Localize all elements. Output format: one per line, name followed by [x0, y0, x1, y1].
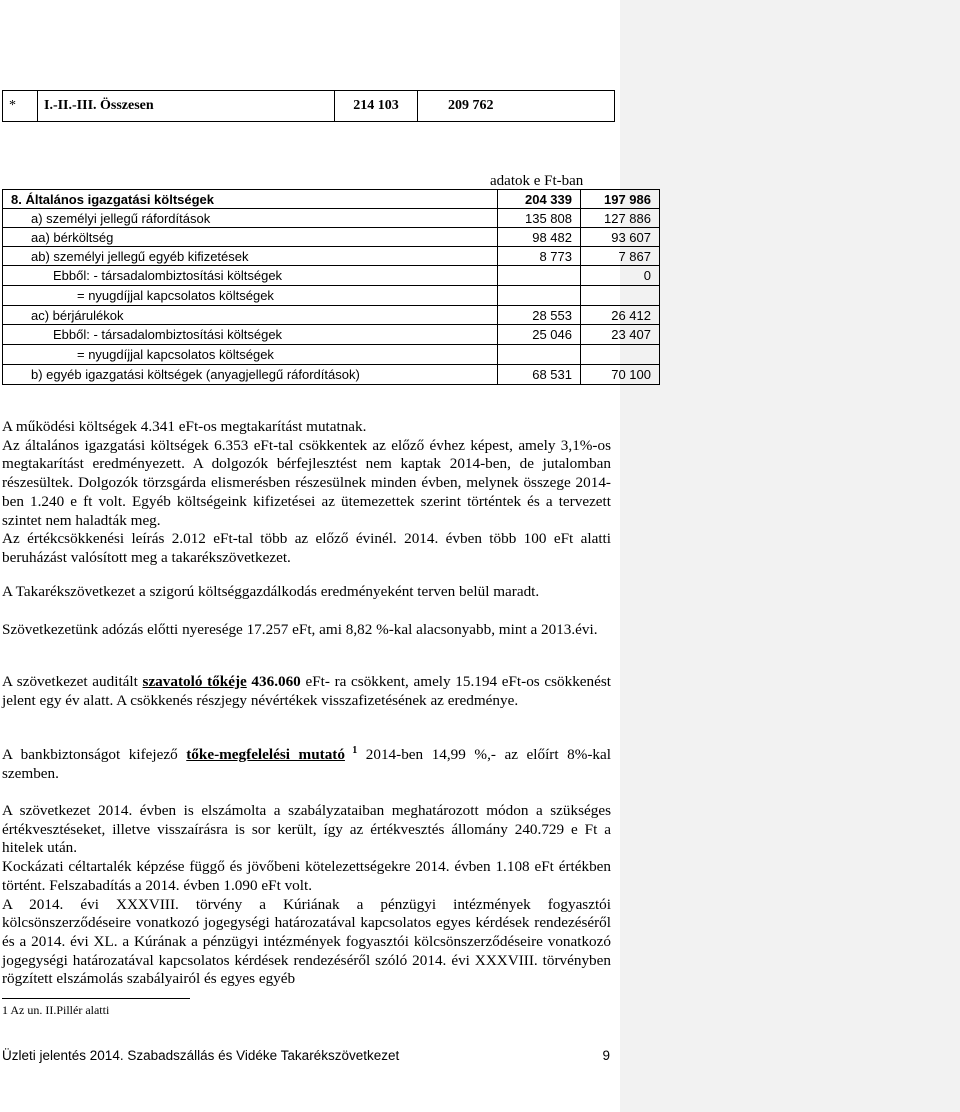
row-value-2013: 8 773: [498, 247, 581, 266]
profit-paragraph: [2, 621, 611, 640]
cost-table: [2, 189, 660, 385]
cost-management-paragraph: [2, 583, 611, 602]
row-label: aa) bérköltség: [3, 228, 498, 247]
summary-table: [2, 90, 615, 122]
text-span: 2014-ben 14,99 %,- az előírt 8%-kal szemben.: [2, 746, 611, 782]
row-value-2014: 7 867: [581, 247, 660, 266]
text-line: Kockázati céltartalék képzése függő és jövőbeni kötelezettségekre 2014. évben 1.108 eFt értékben történt. Felszabadítás a 2014. évben 1.090 eFt volt.: [2, 858, 611, 894]
footer-title: Üzleti jelentés 2014. Szabadszállás és Vidéke Takarékszövetkezet: [2, 1048, 400, 1063]
summary-row: [3, 91, 615, 122]
text-span: eFt- ra csökkent, amely 15.194 eFt-os csökkenést jelent egy év alatt. A csökkenés részjegy névértékek visszafizetésének az eredménye.: [2, 673, 612, 709]
table-row: [3, 345, 660, 365]
row-label: b) egyéb igazgatási költségek (anyagjellegű ráfordítások): [3, 365, 498, 385]
row-value-2014: 127 886: [581, 209, 660, 228]
text-line: A szövetkezet 2014. évben is elszámolta a szabályzataiban meghatározott módon a szükséges értékvesztéseket, illetve visszaírásra is sor került, így az értékvesztés állomány 240.729 e Ft a hitelek után.: [2, 802, 611, 857]
comment-sidebar: [620, 0, 960, 1112]
row-label: = nyugdíjjal kapcsolatos költségek: [3, 345, 498, 365]
text-line: Az értékcsökkenési leírás 2.012 eFt-tal több az előző évinél. 2014. évben több 100 eFt alatti beruházást valósított meg a takarékszövetkezet.: [2, 530, 611, 566]
text-line: A működési költségek 4.341 eFt-os megtakarítást mutatnak.: [2, 418, 367, 435]
unit-note: adatok e Ft-ban: [490, 173, 584, 189]
table-row: [3, 209, 660, 228]
row-value-2014: 197 986: [581, 190, 660, 209]
page-number: 9: [602, 1048, 610, 1063]
row-value-2014: [581, 286, 660, 306]
row-label: Ebből: - társadalombiztosítási költségek: [3, 266, 498, 286]
row-value-2013: 28 553: [498, 306, 581, 325]
footnote-divider: [2, 998, 190, 999]
text-line: A Takarékszövetkezet a szigorú költséggazdálkodás eredményeként terven belül maradt.: [2, 583, 540, 600]
row-value-2013: 204 339: [498, 190, 581, 209]
summary-value-2013: 214 103: [335, 91, 418, 122]
text-line: Az általános igazgatási költségek 6.353 eFt-tal csökkentek az előző évhez képest, amely 3,1%-os megtakarítást eredményezett. A dolgozók bérfejlesztést nem kaptak 2014-ben, de jutalomban részesültek. Dolgozók törzsgárda elismerésben részesülnek minden évben, melynek összege 2014-ben 1.240 e ft volt. Egyéb költségeink kifizetései az ütemezettek szerint történtek és a tervezett szintet nem haladták meg.: [2, 436, 611, 529]
row-value-2014: 93 607: [581, 228, 660, 247]
operating-costs-paragraph: [2, 418, 611, 568]
row-value-2013: [498, 345, 581, 365]
row-value-2014: 70 100: [581, 365, 660, 385]
row-label: ac) bérjárulékok: [3, 306, 498, 325]
text-line: Szövetkezetünk adózás előtti nyeresége 17.257 eFt, ami 8,82 %-kal alacsonyabb, mint a 2013.évi.: [2, 621, 598, 638]
row-label: a) személyi jellegű ráfordítások: [3, 209, 498, 228]
table-row: [3, 190, 660, 209]
row-label: ab) személyi jellegű egyéb kifizetések: [3, 247, 498, 266]
table-row: [3, 365, 660, 385]
row-value-2013: 25 046: [498, 325, 581, 345]
footnote: 1 Az un. II.Pillér alatti: [2, 1003, 110, 1017]
capital-paragraph: [2, 673, 611, 710]
table-row: [3, 286, 660, 306]
row-value-2013: 135 808: [498, 209, 581, 228]
summary-value-2014: 209 762: [418, 91, 615, 122]
summary-label: I.-II.-III. Összesen: [38, 91, 335, 122]
table-row: [3, 325, 660, 345]
row-label: 8. Általános igazgatási költségek: [3, 190, 498, 209]
row-value-2014: 23 407: [581, 325, 660, 345]
text-span-emphasis: szavatoló tőkéje: [142, 673, 247, 690]
text-line: A 2014. évi XXXVIII. törvény a Kúriának a pénzügyi intézmények fogyasztói kölcsönszerződéseire vonatkozó jogegységi határozatával kapcsolatos egyes kérdések rendezéséről és a 2014. évi XL. a Kúrának a pénzügyi intézmények fogyasztói kölcsönszerződéseire vonatkozó jogegységi határozatával kapcsolatos kérdések rendezéséről szóló 2014. évi XXXVIII. törvényben rögzített elszámolás szabályairól és egyes egyéb: [2, 895, 611, 988]
text-span-emphasis: 436.060: [246, 673, 301, 690]
table-row: [3, 247, 660, 266]
text-span-emphasis: tőke-megfelelési mutató: [186, 746, 345, 763]
row-value-2014: 26 412: [581, 306, 660, 325]
row-value-2013: 98 482: [498, 228, 581, 247]
text-span: A szövetkezet auditált: [2, 673, 143, 690]
table-row: [3, 228, 660, 247]
row-value-2014: 0: [581, 266, 660, 286]
capital-ratio-paragraph: [2, 746, 611, 783]
row-value-2013: 68 531: [498, 365, 581, 385]
row-value-2013: [498, 266, 581, 286]
table-row: [3, 266, 660, 286]
row-value-2013: [498, 286, 581, 306]
page-footer: [2, 1048, 610, 1063]
row-label: = nyugdíjjal kapcsolatos költségek: [3, 286, 498, 306]
footnote-marker: 1: [344, 744, 358, 756]
table-row: [3, 306, 660, 325]
text-line: [2, 673, 611, 710]
summary-marker: *: [3, 91, 38, 122]
row-label: Ebből: - társadalombiztosítási költségek: [3, 325, 498, 345]
text-line: [2, 746, 611, 783]
impairment-paragraph: [2, 802, 611, 989]
row-value-2014: [581, 345, 660, 365]
text-span: A bankbiztonságot kifejező: [2, 746, 187, 763]
